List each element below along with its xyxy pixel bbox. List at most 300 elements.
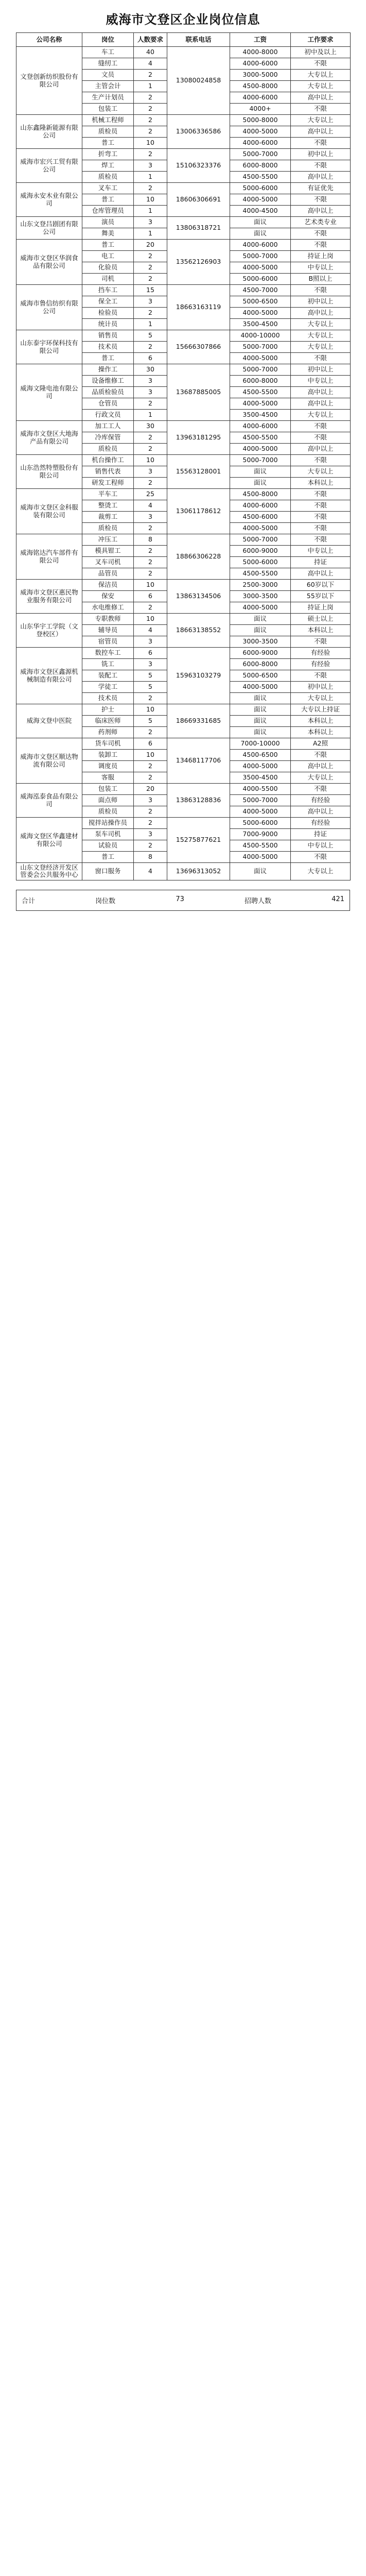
phone-cell: 18866306228	[167, 534, 230, 580]
job-cell: 车工	[82, 47, 134, 58]
table-row	[16, 364, 351, 376]
table-body	[16, 47, 351, 880]
count-cell: 1	[134, 172, 167, 183]
salary-cell: 4000-5000	[230, 806, 291, 818]
job-cell: 窗口服务	[82, 863, 134, 880]
requirement-cell: 不限	[291, 670, 351, 682]
count-cell: 2	[134, 149, 167, 160]
job-cell: 机台操作工	[82, 455, 134, 466]
job-cell: 质检员	[82, 444, 134, 455]
requirement-cell: 大专以上	[291, 319, 351, 330]
count-cell: 1	[134, 228, 167, 240]
count-cell: 1	[134, 206, 167, 217]
job-cell: 设备维修工	[82, 376, 134, 387]
table-row	[16, 217, 351, 228]
header-salary: 工资	[230, 33, 291, 47]
company-name-cell: 威海市文登区顺达物流有限公司	[16, 738, 82, 784]
count-cell: 2	[134, 727, 167, 738]
salary-cell: 4500-6000	[230, 512, 291, 523]
requirement-cell: 不限	[291, 523, 351, 534]
salary-cell: 5000-6500	[230, 296, 291, 308]
salary-cell: 5000-8000	[230, 115, 291, 126]
count-cell: 2	[134, 523, 167, 534]
job-cell: 装卸工	[82, 750, 134, 761]
requirement-cell: 不限	[291, 160, 351, 172]
table-row	[16, 47, 351, 58]
count-cell: 10	[134, 138, 167, 149]
job-cell: 生产计划员	[82, 92, 134, 104]
count-cell: 10	[134, 194, 167, 206]
requirement-cell: 大专以上	[291, 70, 351, 81]
requirement-cell: 大专以上	[291, 81, 351, 92]
company-name-cell: 山东文登经济开发区管委会公共服务中心	[16, 863, 82, 880]
requirement-cell: 高中以上	[291, 806, 351, 818]
salary-cell: 5000-7000	[230, 455, 291, 466]
phone-cell: 18606306691	[167, 183, 230, 217]
job-cell: 货车司机	[82, 738, 134, 750]
salary-cell: 4500-5500	[230, 568, 291, 580]
count-cell: 2	[134, 444, 167, 455]
requirement-cell: 不限	[291, 138, 351, 149]
requirement-cell: 不限	[291, 852, 351, 863]
salary-cell: 7000-10000	[230, 738, 291, 750]
salary-cell: 4500-5500	[230, 432, 291, 444]
salary-cell: 4000-6000	[230, 500, 291, 512]
phone-cell: 13061178612	[167, 489, 230, 534]
job-cell: 冷库保管	[82, 432, 134, 444]
company-name-cell: 威海市文登区鑫源机械制造有限公司	[16, 648, 82, 704]
company-name-cell: 威海泓泰食品有限公司	[16, 784, 82, 818]
requirement-cell: 大专以上	[291, 342, 351, 353]
phone-cell: 18663163119	[167, 285, 230, 330]
table-row	[16, 704, 351, 716]
salary-cell: 面议	[230, 863, 291, 880]
phone-cell: 13687885005	[167, 364, 230, 421]
job-cell: 司机	[82, 274, 134, 285]
company-name-cell: 山东浩然特塑股份有限公司	[16, 455, 82, 489]
job-cell: 水电维修工	[82, 602, 134, 614]
salary-cell: 4000-5000	[230, 602, 291, 614]
salary-cell: 面议	[230, 614, 291, 625]
job-cell: 普工	[82, 240, 134, 251]
job-cell: 检验员	[82, 308, 134, 319]
phone-cell: 18669331685	[167, 704, 230, 738]
job-cell: 电工	[82, 251, 134, 262]
count-cell: 2	[134, 342, 167, 353]
salary-cell: 4000-6000	[230, 421, 291, 432]
count-cell: 1	[134, 319, 167, 330]
count-cell: 4	[134, 58, 167, 70]
summary-positions-label: 岗位数	[95, 897, 116, 905]
company-name-cell: 威海市宏兴工贸有限公司	[16, 149, 82, 183]
job-cell: 调度员	[82, 761, 134, 772]
table-head	[16, 33, 351, 47]
requirement-cell: 不限	[291, 240, 351, 251]
header-phone: 联系电话	[167, 33, 230, 47]
count-cell: 5	[134, 716, 167, 727]
job-cell: 保洁员	[82, 580, 134, 591]
requirement-cell: 大专以上	[291, 410, 351, 421]
count-cell: 2	[134, 308, 167, 319]
salary-cell: 4000-5000	[230, 353, 291, 364]
requirement-cell: 高中以上	[291, 568, 351, 580]
table-row	[16, 183, 351, 194]
salary-cell: 5000-6000	[230, 557, 291, 568]
table-row	[16, 580, 351, 591]
table-row	[16, 784, 351, 795]
salary-cell: 2500-3000	[230, 580, 291, 591]
summary-box	[16, 890, 350, 911]
job-cell: 泵车司机	[82, 829, 134, 840]
requirement-cell: 高中以上	[291, 172, 351, 183]
job-cell: 操作工	[82, 364, 134, 376]
phone-cell: 13863128836	[167, 784, 230, 818]
requirement-cell: 艺术类专业	[291, 217, 351, 228]
requirement-cell: 高中以上	[291, 308, 351, 319]
job-cell: 销售代表	[82, 466, 134, 478]
count-cell: 2	[134, 557, 167, 568]
salary-cell: 4500-5500	[230, 840, 291, 852]
phone-cell: 13562126903	[167, 240, 230, 285]
requirement-cell: 初中及以上	[291, 47, 351, 58]
count-cell: 3	[134, 512, 167, 523]
salary-cell: 面议	[230, 228, 291, 240]
count-cell: 10	[134, 455, 167, 466]
salary-cell: 5000-7000	[230, 342, 291, 353]
count-cell: 2	[134, 818, 167, 829]
salary-cell: 4000-5000	[230, 262, 291, 274]
count-cell: 2	[134, 602, 167, 614]
count-cell: 10	[134, 580, 167, 591]
count-cell: 4	[134, 625, 167, 636]
salary-cell: 4000-5000	[230, 761, 291, 772]
job-cell: 保全工	[82, 296, 134, 308]
salary-cell: 6000-8000	[230, 659, 291, 670]
requirement-cell: 大专以上	[291, 693, 351, 704]
salary-cell: 3000-5000	[230, 70, 291, 81]
count-cell: 2	[134, 251, 167, 262]
salary-cell: 4000+	[230, 104, 291, 115]
table-row	[16, 648, 351, 659]
table-row	[16, 330, 351, 342]
requirement-cell: 中专以上	[291, 376, 351, 387]
table-row	[16, 818, 351, 829]
requirement-cell: 不限	[291, 500, 351, 512]
job-cell: 舞美	[82, 228, 134, 240]
job-cell: 统计员	[82, 319, 134, 330]
job-cell: 裁剪工	[82, 512, 134, 523]
phone-cell: 15106323376	[167, 149, 230, 183]
requirement-cell: 大专以上	[291, 863, 351, 880]
requirement-cell: 不限	[291, 432, 351, 444]
count-cell: 2	[134, 70, 167, 81]
salary-cell: 6000-8000	[230, 160, 291, 172]
company-name-cell: 威海铭达汽车部件有限公司	[16, 534, 82, 580]
salary-cell: 3000-3500	[230, 636, 291, 648]
salary-cell: 6000-8000	[230, 376, 291, 387]
job-cell: 销售员	[82, 330, 134, 342]
job-cell: 质检员	[82, 126, 134, 138]
job-cell: 辅导员	[82, 625, 134, 636]
phone-cell: 15563128001	[167, 455, 230, 489]
salary-cell: 4500-6500	[230, 750, 291, 761]
count-cell: 2	[134, 772, 167, 784]
requirement-cell: 高中以上	[291, 387, 351, 398]
requirement-cell: 不限	[291, 58, 351, 70]
job-cell: 技术员	[82, 342, 134, 353]
table-row	[16, 455, 351, 466]
requirement-cell: 有证优先	[291, 183, 351, 194]
count-cell: 8	[134, 852, 167, 863]
phone-cell: 15666307866	[167, 330, 230, 364]
job-cell: 质检员	[82, 172, 134, 183]
count-cell: 20	[134, 784, 167, 795]
requirement-cell: 高中以上	[291, 761, 351, 772]
header-requirement: 工作要求	[291, 33, 351, 47]
job-cell: 文员	[82, 70, 134, 81]
requirement-cell: 不限	[291, 489, 351, 500]
requirement-cell: 初中以上	[291, 364, 351, 376]
salary-cell: 4500-7000	[230, 285, 291, 296]
table-row	[16, 614, 351, 625]
job-cell: 普工	[82, 194, 134, 206]
job-cell: 质检员	[82, 523, 134, 534]
summary-positions-value: 73	[176, 895, 184, 903]
salary-cell: 4000-6000	[230, 138, 291, 149]
table-row	[16, 240, 351, 251]
count-cell: 15	[134, 285, 167, 296]
count-cell: 4	[134, 863, 167, 880]
table-row	[16, 738, 351, 750]
salary-cell: 3500-4500	[230, 410, 291, 421]
salary-cell: 4000-5000	[230, 682, 291, 693]
requirement-cell: 大专以上	[291, 466, 351, 478]
salary-cell: 4500-8000	[230, 489, 291, 500]
phone-cell: 13006336586	[167, 115, 230, 149]
job-cell: 质检员	[82, 806, 134, 818]
salary-cell: 3500-4500	[230, 319, 291, 330]
summary-row	[22, 895, 344, 905]
count-cell: 1	[134, 81, 167, 92]
header-count: 人数要求	[134, 33, 167, 47]
summary-people-label: 招聘人数	[245, 897, 272, 905]
requirement-cell: 不限	[291, 455, 351, 466]
job-cell: 技术员	[82, 693, 134, 704]
salary-cell: 5000-7000	[230, 534, 291, 546]
count-cell: 6	[134, 591, 167, 602]
count-cell: 3	[134, 376, 167, 387]
job-cell: 数控车工	[82, 648, 134, 659]
requirement-cell: 不限	[291, 353, 351, 364]
requirement-cell: 有经验	[291, 659, 351, 670]
salary-cell: 4000-5500	[230, 784, 291, 795]
salary-cell: 5000-7000	[230, 795, 291, 806]
phone-cell: 18663138552	[167, 614, 230, 648]
count-cell: 6	[134, 738, 167, 750]
table-row	[16, 489, 351, 500]
job-cell: 化验员	[82, 262, 134, 274]
job-cell: 演员	[82, 217, 134, 228]
requirement-cell: 初中以上	[291, 682, 351, 693]
requirement-cell: 中专以上	[291, 262, 351, 274]
requirement-cell: 不限	[291, 784, 351, 795]
job-cell: 缝纫工	[82, 58, 134, 70]
job-cell: 搅拌站操作员	[82, 818, 134, 829]
job-cell: 普工	[82, 353, 134, 364]
requirement-cell: 高中以上	[291, 444, 351, 455]
count-cell: 2	[134, 274, 167, 285]
requirement-cell: 不限	[291, 194, 351, 206]
job-cell: 行政文员	[82, 410, 134, 421]
salary-cell: 6000-9000	[230, 648, 291, 659]
job-cell: 包装工	[82, 784, 134, 795]
requirement-cell: 本科以上	[291, 727, 351, 738]
salary-cell: 6000-9000	[230, 546, 291, 557]
job-cell: 加工工人	[82, 421, 134, 432]
count-cell: 3	[134, 387, 167, 398]
table-row	[16, 534, 351, 546]
job-cell: 临床医师	[82, 716, 134, 727]
requirement-cell: 本科以上	[291, 625, 351, 636]
job-cell: 包装工	[82, 104, 134, 115]
salary-cell: 面议	[230, 727, 291, 738]
count-cell: 3	[134, 659, 167, 670]
count-cell: 2	[134, 568, 167, 580]
count-cell: 2	[134, 546, 167, 557]
requirement-cell: 本科以上	[291, 478, 351, 489]
count-cell: 20	[134, 240, 167, 251]
job-cell: 装配工	[82, 670, 134, 682]
salary-cell: 面议	[230, 478, 291, 489]
job-cell: 主管会计	[82, 81, 134, 92]
salary-cell: 5000-7000	[230, 149, 291, 160]
job-cell: 品质检验员	[82, 387, 134, 398]
salary-cell: 5000-6000	[230, 183, 291, 194]
salary-cell: 4000-5000	[230, 398, 291, 410]
requirement-cell: B照以上	[291, 274, 351, 285]
company-name-cell: 威海市文登区大地海产品有限公司	[16, 421, 82, 455]
count-cell: 10	[134, 750, 167, 761]
job-cell: 仓库管理员	[82, 206, 134, 217]
job-cell: 普工	[82, 852, 134, 863]
job-cell: 铣工	[82, 659, 134, 670]
count-cell: 2	[134, 840, 167, 852]
count-cell: 30	[134, 364, 167, 376]
requirement-cell: 有经验	[291, 795, 351, 806]
count-cell: 2	[134, 806, 167, 818]
phone-cell: 13468117706	[167, 738, 230, 784]
phone-cell: 13806318721	[167, 217, 230, 240]
requirement-cell: 大专以上	[291, 772, 351, 784]
salary-cell: 4000-5000	[230, 126, 291, 138]
jobs-table	[16, 32, 351, 880]
count-cell: 1	[134, 410, 167, 421]
job-cell: 面点师	[82, 795, 134, 806]
job-cell: 模具钳工	[82, 546, 134, 557]
job-cell: 试验员	[82, 840, 134, 852]
company-name-cell: 威海市文登区惠民物业服务有限公司	[16, 580, 82, 614]
count-cell: 2	[134, 115, 167, 126]
salary-cell: 3000-3500	[230, 591, 291, 602]
count-cell: 10	[134, 704, 167, 716]
table-row	[16, 115, 351, 126]
job-cell: 整烫工	[82, 500, 134, 512]
count-cell: 5	[134, 670, 167, 682]
salary-cell: 5000-7000	[230, 364, 291, 376]
job-cell: 挡车工	[82, 285, 134, 296]
job-cell: 平车工	[82, 489, 134, 500]
company-name-cell: 威海永安木业有限公司	[16, 183, 82, 217]
phone-cell: 15963103279	[167, 648, 230, 704]
company-name-cell: 山东文登吕剧团有限公司	[16, 217, 82, 240]
count-cell: 2	[134, 126, 167, 138]
salary-cell: 4000-8000	[230, 47, 291, 58]
count-cell: 3	[134, 296, 167, 308]
job-cell: 护士	[82, 704, 134, 716]
phone-cell: 15275877621	[167, 818, 230, 863]
salary-cell: 7000-9000	[230, 829, 291, 840]
salary-cell: 4000-5000	[230, 852, 291, 863]
requirement-cell: 不限	[291, 285, 351, 296]
requirement-cell: 持证上岗	[291, 251, 351, 262]
requirement-cell: 本科以上	[291, 716, 351, 727]
salary-cell: 4000-5000	[230, 308, 291, 319]
requirement-cell: 60岁以下	[291, 580, 351, 591]
job-cell: 保安	[82, 591, 134, 602]
salary-cell: 面议	[230, 704, 291, 716]
count-cell: 5	[134, 682, 167, 693]
requirement-cell: 持证上岗	[291, 602, 351, 614]
salary-cell: 5000-7000	[230, 251, 291, 262]
count-cell: 25	[134, 489, 167, 500]
requirement-cell: 大专以上	[291, 115, 351, 126]
count-cell: 3	[134, 795, 167, 806]
salary-cell: 面议	[230, 625, 291, 636]
salary-cell: 面议	[230, 466, 291, 478]
job-cell: 机械工程师	[82, 115, 134, 126]
salary-cell: 4000-10000	[230, 330, 291, 342]
salary-cell: 5000-6000	[230, 274, 291, 285]
requirement-cell: 持证	[291, 829, 351, 840]
job-cell: 焊工	[82, 160, 134, 172]
count-cell: 6	[134, 648, 167, 659]
job-cell: 叉车工	[82, 183, 134, 194]
company-name-cell: 威海文登中医院	[16, 704, 82, 738]
page-title: 威海市文登区企业岗位信息	[106, 12, 260, 27]
company-name-cell: 文登创新纺织股份有限公司	[16, 47, 82, 115]
requirement-cell: 高中以上	[291, 92, 351, 104]
job-cell: 药剂师	[82, 727, 134, 738]
company-name-cell: 山东华宇工学院（文登校区）	[16, 614, 82, 648]
company-name-cell: 威海市文登区金科服装有限公司	[16, 489, 82, 534]
summary-people-value: 421	[332, 895, 344, 903]
count-cell: 2	[134, 104, 167, 115]
job-cell: 客服	[82, 772, 134, 784]
requirement-cell: 55岁以下	[291, 591, 351, 602]
header-company: 公司名称	[16, 33, 82, 47]
salary-cell: 4000-5000	[230, 523, 291, 534]
count-cell: 3	[134, 636, 167, 648]
salary-cell: 4000-5000	[230, 194, 291, 206]
header-row	[16, 33, 351, 47]
requirement-cell: 中专以上	[291, 546, 351, 557]
requirement-cell: 不限	[291, 534, 351, 546]
count-cell: 2	[134, 262, 167, 274]
requirement-cell: 不限	[291, 636, 351, 648]
count-cell: 3	[134, 217, 167, 228]
requirement-cell: 大专以上	[291, 330, 351, 342]
company-name-cell: 山东鑫隆新能源有限公司	[16, 115, 82, 149]
